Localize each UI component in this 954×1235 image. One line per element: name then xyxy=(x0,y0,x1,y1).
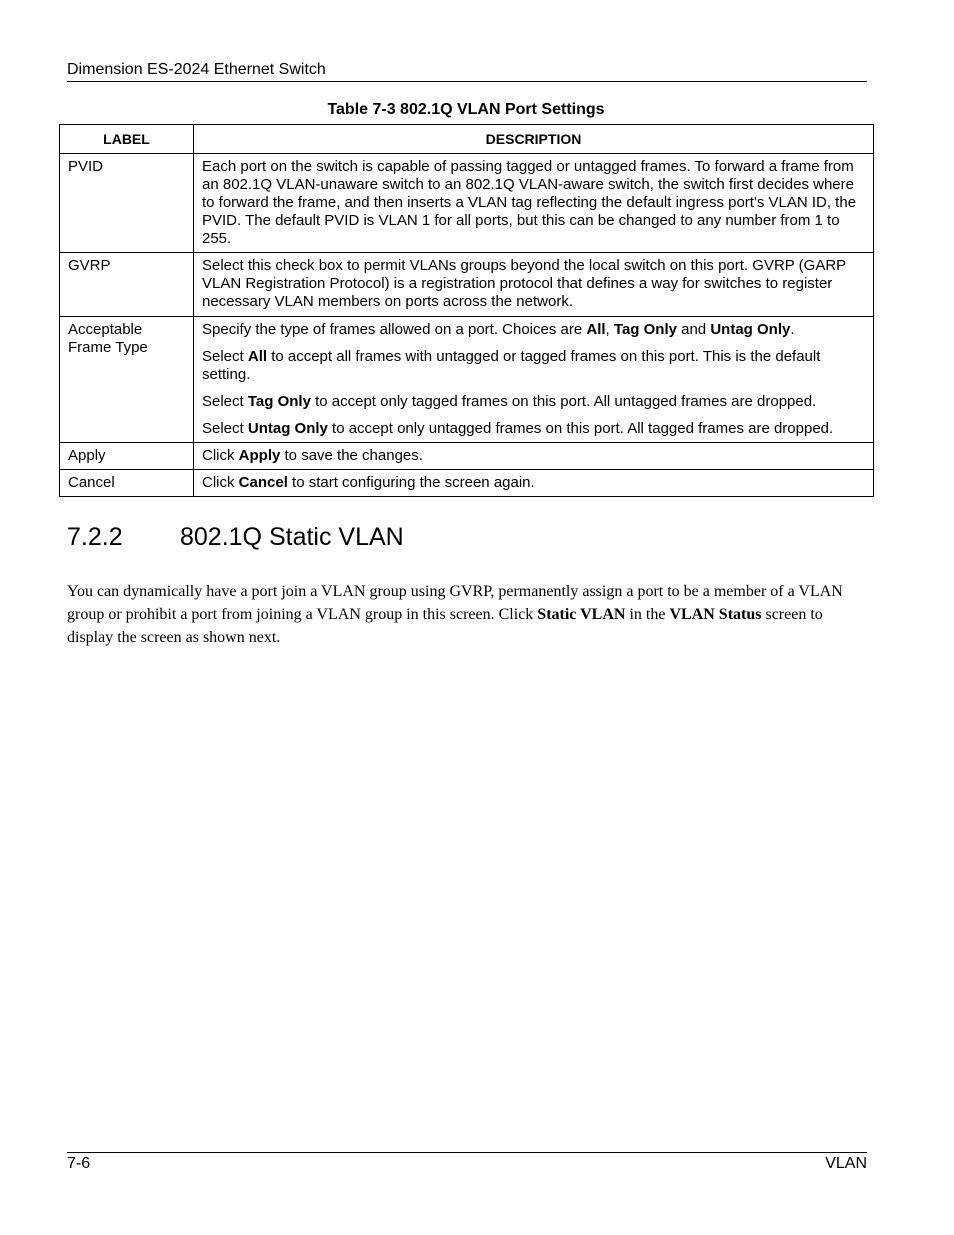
running-header xyxy=(67,60,867,82)
description-paragraph: Specify the type of frames allowed on a port. Choices are All, Tag Only and Untag Only. xyxy=(202,321,795,338)
chapter-name: VLAN xyxy=(825,1155,867,1172)
section-heading xyxy=(67,521,867,553)
description-paragraph: Select Tag Only to accept only tagged frames on this port. All untagged frames are dropped. xyxy=(202,393,817,410)
table-row xyxy=(60,317,874,443)
table-row xyxy=(60,154,874,253)
row-label: GVRP xyxy=(60,253,194,317)
column-header-description: DESCRIPTION xyxy=(194,125,874,154)
table-header-row xyxy=(60,125,874,154)
document-title: Dimension ES-2024 Ethernet Switch xyxy=(67,61,326,78)
row-label: Cancel xyxy=(60,470,194,497)
table-row xyxy=(60,470,874,497)
table-row xyxy=(60,253,874,317)
body-paragraph: You can dynamically have a port join a VLAN group using GVRP, permanently assign a port to be a member of a VLAN group or prohibit a port from joining a VLAN group in this screen. Click Static VLAN in the VLAN Status screen to display the screen as shown next. xyxy=(67,583,843,646)
description-paragraph: Select Untag Only to accept only untagged frames on this port. All tagged frames are dropped. xyxy=(202,420,834,437)
running-footer xyxy=(67,1152,867,1174)
row-description: Each port on the switch is capable of passing tagged or untagged frames. To forward a frame from an 802.1Q VLAN-unaware switch to an 802.1Q VLAN-aware switch, the switch first decides where to forward the frame, and then inserts a VLAN tag reflecting the default ingress port's VLAN ID, the PVID. The default PVID is VLAN 1 for all ports, but this can be changed to any number from 1 to 255. xyxy=(194,154,874,253)
row-description: Click Apply to save the changes. xyxy=(194,443,874,470)
table-row xyxy=(60,443,874,470)
column-header-label: LABEL xyxy=(60,125,194,154)
row-label: PVID xyxy=(60,154,194,253)
row-label: Acceptable Frame Type xyxy=(60,317,194,443)
table-caption: Table 7-3 802.1Q VLAN Port Settings xyxy=(327,101,605,118)
section-number: 7.2.2 xyxy=(67,523,123,551)
row-label: Apply xyxy=(60,443,194,470)
port-settings-table xyxy=(59,124,874,497)
description-paragraph: Select All to accept all frames with untagged or tagged frames on this port. This is the default setting. xyxy=(202,348,821,383)
section-title: 802.1Q Static VLAN xyxy=(180,523,404,551)
row-description xyxy=(194,317,874,443)
page-number: 7-6 xyxy=(67,1155,91,1172)
row-description: Click Cancel to start configuring the screen again. xyxy=(194,470,874,497)
row-description: Select this check box to permit VLANs groups beyond the local switch on this port. GVRP (GARP VLAN Registration Protocol) is a registration protocol that defines a way for switches to register necessary VLAN members on ports across the network. xyxy=(194,253,874,317)
